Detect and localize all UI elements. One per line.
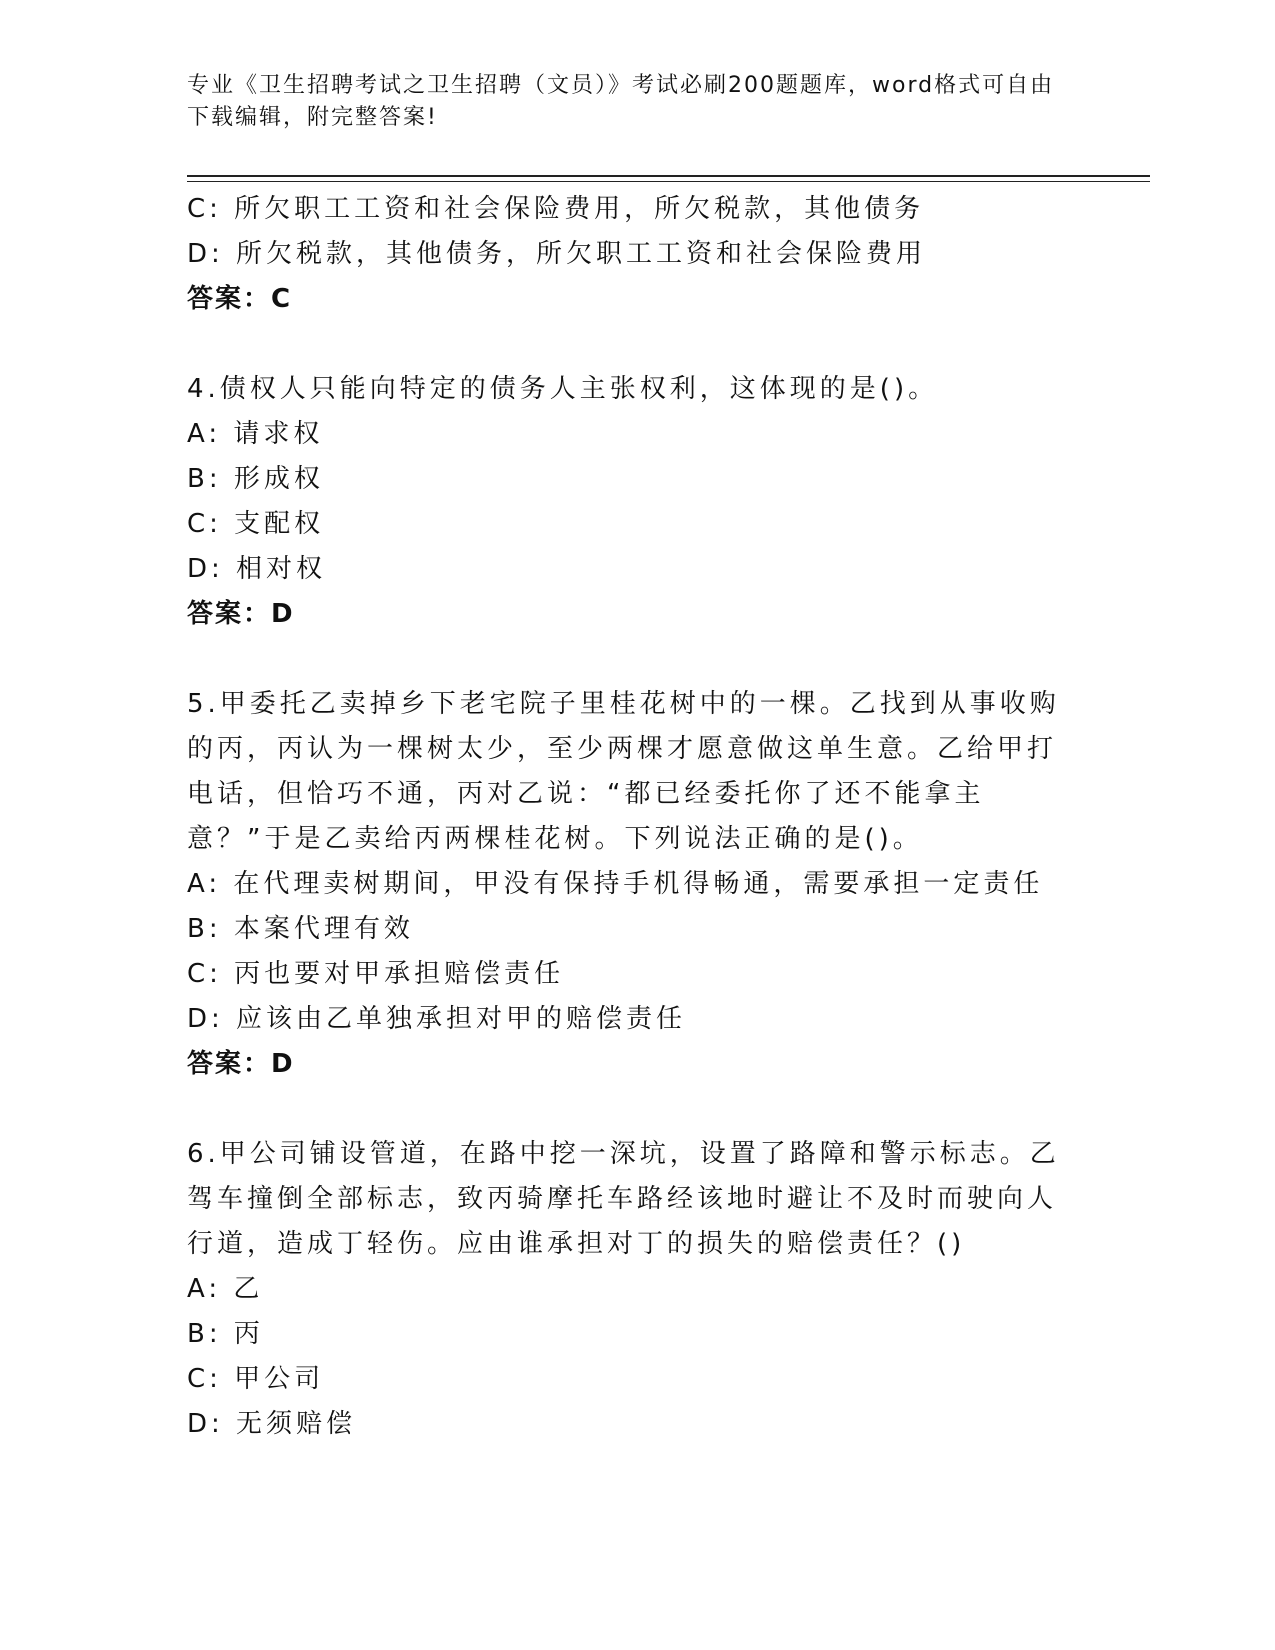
- question-list: [187, 187, 1087, 1447]
- option-a: A: 乙: [187, 1274, 264, 1304]
- header-rule-thin: [187, 181, 1150, 182]
- question-6: [187, 1132, 1087, 1447]
- option-a: A: 请求权: [187, 419, 324, 449]
- option-b: B: 本案代理有效: [187, 914, 414, 944]
- question-5: [187, 682, 1087, 1087]
- answer: 答案：D: [187, 599, 295, 629]
- spacer: [187, 637, 1087, 682]
- question-4: [187, 367, 1087, 637]
- header-rule-thick: [187, 175, 1150, 177]
- question-stem: 6.甲公司铺设管道，在路中挖一深坑，设置了路障和警示标志。乙驾车撞倒全部标志，致丙骑摩托车路经该地时避让不及时而驶向人行道，造成丁轻伤。应由谁承担对丁的损失的赔偿责任？(): [187, 1139, 1060, 1259]
- option-c: C: 支配权: [187, 509, 325, 539]
- option-b: B: 丙: [187, 1319, 264, 1349]
- document-header: 专业《卫生招聘考试之卫生招聘（文员）》考试必刷200题题库，word格式可自由下载编辑，附完整答案!: [187, 73, 1055, 130]
- option-a: A: 在代理卖树期间，甲没有保持手机得畅通，需要承担一定责任: [187, 869, 1044, 899]
- option-d: D: 相对权: [187, 554, 327, 584]
- option-d: D: 所欠税款，其他债务，所欠职工工资和社会保险费用: [187, 239, 927, 269]
- question-3: [187, 187, 1087, 322]
- question-stem: 5.甲委托乙卖掉乡下老宅院子里桂花树中的一棵。乙找到从事收购的丙，丙认为一棵树太少，至少两棵才愿意做这单生意。乙给甲打电话，但恰巧不通，丙对乙说：“都已经委托你了还不能拿主意？”于是乙卖给丙两棵桂花树。下列说法正确的是()。: [187, 689, 1060, 854]
- option-d: D: 应该由乙单独承担对甲的赔偿责任: [187, 1004, 687, 1034]
- answer: 答案：C: [187, 284, 293, 314]
- spacer: [187, 322, 1087, 367]
- question-stem: 4.债权人只能向特定的债务人主张权利，这体现的是()。: [187, 374, 939, 404]
- option-c: C: 甲公司: [187, 1364, 325, 1394]
- option-c: C: 所欠职工工资和社会保险费用，所欠税款，其他债务: [187, 194, 925, 224]
- option-b: B: 形成权: [187, 464, 324, 494]
- answer: 答案：D: [187, 1049, 295, 1079]
- option-d: D: 无须赔偿: [187, 1409, 357, 1439]
- spacer: [187, 1087, 1087, 1132]
- option-c: C: 丙也要对甲承担赔偿责任: [187, 959, 565, 989]
